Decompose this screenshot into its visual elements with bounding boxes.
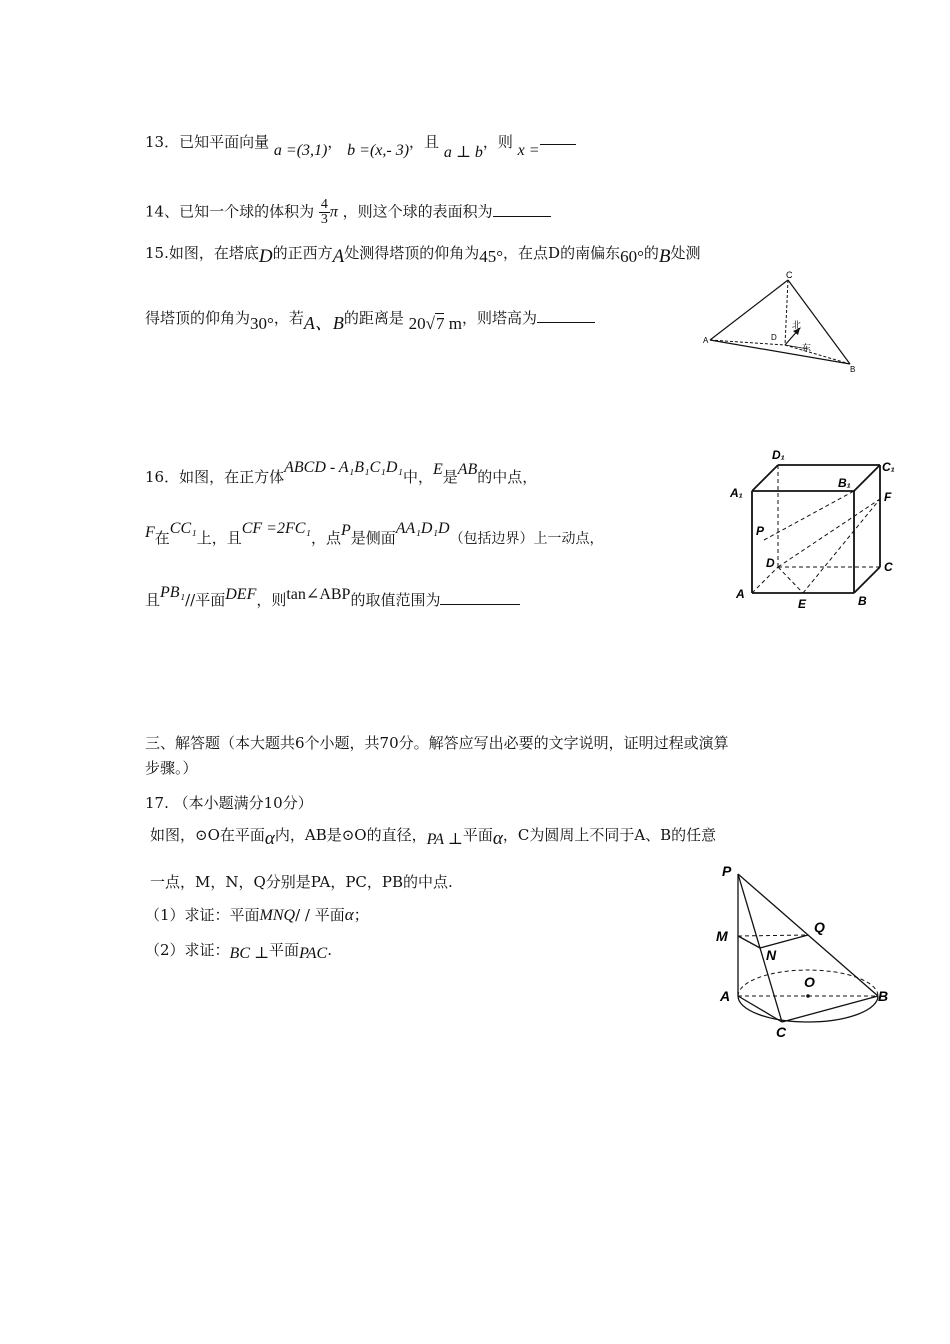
vector-b: b =(x,- 3) [347,142,410,159]
label-A: A [736,587,745,601]
label-B1: B₁ [838,476,851,490]
vector-a: a =(3,1) [273,142,328,159]
label-north: 北 [792,320,802,330]
label-A: A [720,988,731,1004]
question-17-part1: （1）求证：平面MNQ/ / 平面α； [145,905,369,924]
label-D1: D₁ [772,448,785,462]
label-B: B [878,988,889,1004]
answer-blank [540,130,576,145]
label-C1: C₁ [882,460,895,474]
label-A: A [703,336,709,345]
circle-figure [712,860,902,1040]
answer-blank [493,202,551,217]
question-16-line3: 且PB₁//平面DEF，则tan∠ABP的取值范围为 [145,590,520,611]
label-B: B [850,365,856,374]
label-D: D [771,333,777,342]
label-F: F [884,490,892,504]
answer-blank [440,590,520,605]
question-15-line2: 得塔顶的仰角为30°，若A、B的距离是 20√7 m，则塔高为 [145,307,595,328]
question-15-line1: 15.如图，在塔底D的正西方A处测得塔顶的仰角为45°，在点D的南偏东60°的B处测 [145,244,701,267]
question-17-header: 17. （本小题满分10分） [145,794,313,812]
question-16-line2: F在CC₁上，且CF =2FC₁，点P是侧面AA₁D₁D（包括边界）上一动点， [145,520,604,547]
answer-blank [537,308,595,323]
label-E: E [798,597,807,611]
label-D: D [766,556,775,570]
label-M: M [716,928,728,944]
label-Q: Q [814,919,825,935]
label-P: P [722,863,732,879]
section-3-heading: 三、解答题（本大题共6个小题，共70分。解答应写出必要的文字说明，证明过程或演算 [145,734,729,752]
fraction-4-3: $\frac{4}{3}$ [320,197,328,227]
question-13: 13．已知平面向量 a =(3,1)， b =(x,- 3)，且 a ⊥ b，则 x = [145,132,576,153]
label-C: C [786,270,793,280]
perp-condition: a ⊥ b [443,144,483,161]
label-A1: A₁ [730,486,743,500]
label-B: B [858,594,867,608]
label-P: P [756,524,765,538]
label-C: C [884,560,893,574]
question-17-part2: （2）求证：BC ⊥平面PAC. [145,941,332,962]
label-east: 东 [802,343,812,353]
question-17-line1: 如图，⊙O在平面α内，AB是⊙O的直径，PA ⊥平面α，C为圆周上不同于A、B的任意 [150,826,717,849]
section-3-heading-cont: 步骤。） [145,759,198,777]
label-O: O [804,974,815,990]
label-N: N [766,947,777,963]
cube-figure [728,445,908,615]
label-C: C [776,1024,787,1040]
distance-value: 20√7 m [408,314,462,333]
tower-figure [700,268,870,378]
question-16-line1: 16．如图，在正方体ABCD - A₁B₁C₁D₁中，E是AB的中点， [145,459,538,486]
question-14: 14、已知一个球的体积为 $\frac{4}{3}$ π ，则这个球的表面积为 [145,198,551,227]
question-17-line2: 一点，M，N，Q分别是PA，PC，PB的中点. [150,873,453,891]
cube-name: ABCD - A₁B₁C₁D₁ [284,459,403,476]
